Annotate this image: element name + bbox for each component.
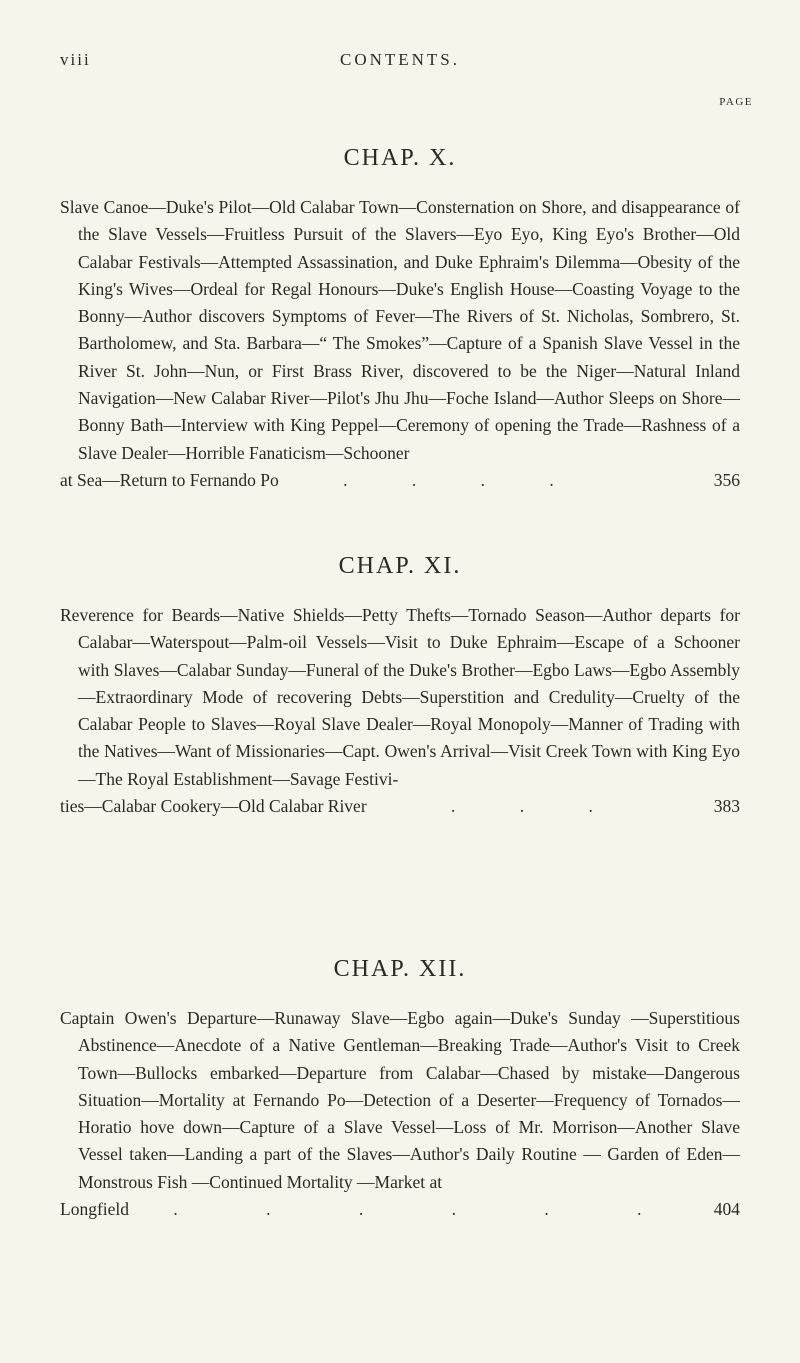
page-number: 383 — [713, 796, 740, 817]
running-title: CONTENTS. — [339, 50, 461, 69]
summary-last-line — [60, 1196, 740, 1223]
summary-last-line — [60, 467, 740, 494]
page-number: 404 — [713, 1199, 740, 1220]
summary-last-line — [60, 793, 740, 820]
chapter-title: CHAP. XII. — [333, 956, 467, 982]
chapter-xi — [60, 553, 740, 820]
chapter-summary — [60, 602, 740, 820]
chapter-title: CHAP. XI. — [338, 553, 462, 579]
folio-number: viii — [60, 50, 91, 69]
chapter-xii — [60, 956, 740, 1223]
running-head — [60, 50, 740, 80]
last-line-text: Longfield — [60, 1199, 130, 1220]
chapter-title: CHAP. X. — [343, 145, 457, 171]
summary-text: Slave Canoe—Duke's Pilot—Old Calabar Town—Consternation on Shore, and disappearance of the Slave Vessels—Fruitless Pursuit of the Slavers—Eyo Eyo, King Eyo's Brother—Old Calabar Festivals—Attempted Assassination, and Duke Ephraim's Dilemma—Obesity of the King's Wives—Ordeal for Regal Honours—Duke's English House—Coasting Voyage to the Bonny—Author discovers Symptoms of Fever—The Rivers of St. Nicholas, Sombrero, St. Bartholomew, and Sta. Barbara—“ The Smokes”—Capture of a Spanish Slave Vessel in the River St. John—Nun, or First Brass River, discovered to be the Niger—Natural Inland Navigation—New Calabar River—Pilot's Jhu Jhu—Foche Island—Author Sleeps on Shore—Bonny Bath—Interview with King Peppel—Ceremony of opening the Trade—Rashness of a Slave Dealer—Horrible Fanaticism—Schooner — [60, 197, 740, 463]
chapter-summary — [60, 1005, 740, 1223]
chapter-summary — [60, 194, 740, 494]
dot-leader: . . . . — [343, 469, 584, 490]
dot-leader: . . . . . . — [173, 1199, 684, 1220]
last-line-text: at Sea—Return to Fernando Po — [60, 469, 279, 490]
summary-text: Captain Owen's Departure—Runaway Slave—Egbo again—Duke's Sunday —Superstitious Abstinence—Anecdote of a Native Gentleman—Breaking Trade—Author's Visit to Creek Town—Bullocks embarked—Departure from Calabar—Chased by mistake—Dangerous Situation—Mortality at Fernando Po—Detection of a Deserter—Frequency of Tornados—Horatio hove down—Capture of a Slave Vessel—Loss of Mr. Morrison—Another Slave Vessel taken—Landing a part of the Slaves—Author's Daily Routine — Garden of Eden—Monstrous Fish —Continued Mortality —Market at — [60, 1008, 740, 1192]
dot-leader: . . . — [451, 796, 623, 817]
summary-text: Reverence for Beards—Native Shields—Petty Thefts—Tornado Season—Author departs for Calabar—Waterspout—Palm-oil Vessels—Visit to Duke Ephraim—Escape of a Schooner with Slaves—Calabar Sunday—Funeral of the Duke's Brother—Egbo Laws—Egbo Assembly—Extraordinary Mode of recovering Debts—Superstition and Credulity—Cruelty of the Calabar People to Slaves—Royal Slave Dealer—Royal Monopoly—Manner of Trading with the Natives—Want of Missionaries—Capt. Owen's Arrival—Visit Creek Town with King Eyo—The Royal Establishment—Savage Festivi- — [60, 605, 740, 789]
chapter-x — [60, 145, 740, 494]
last-line-text: ties—Calabar Cookery—Old Calabar River — [60, 796, 367, 817]
page-column-label: PAGE — [719, 96, 753, 108]
page-number: 356 — [713, 469, 740, 490]
